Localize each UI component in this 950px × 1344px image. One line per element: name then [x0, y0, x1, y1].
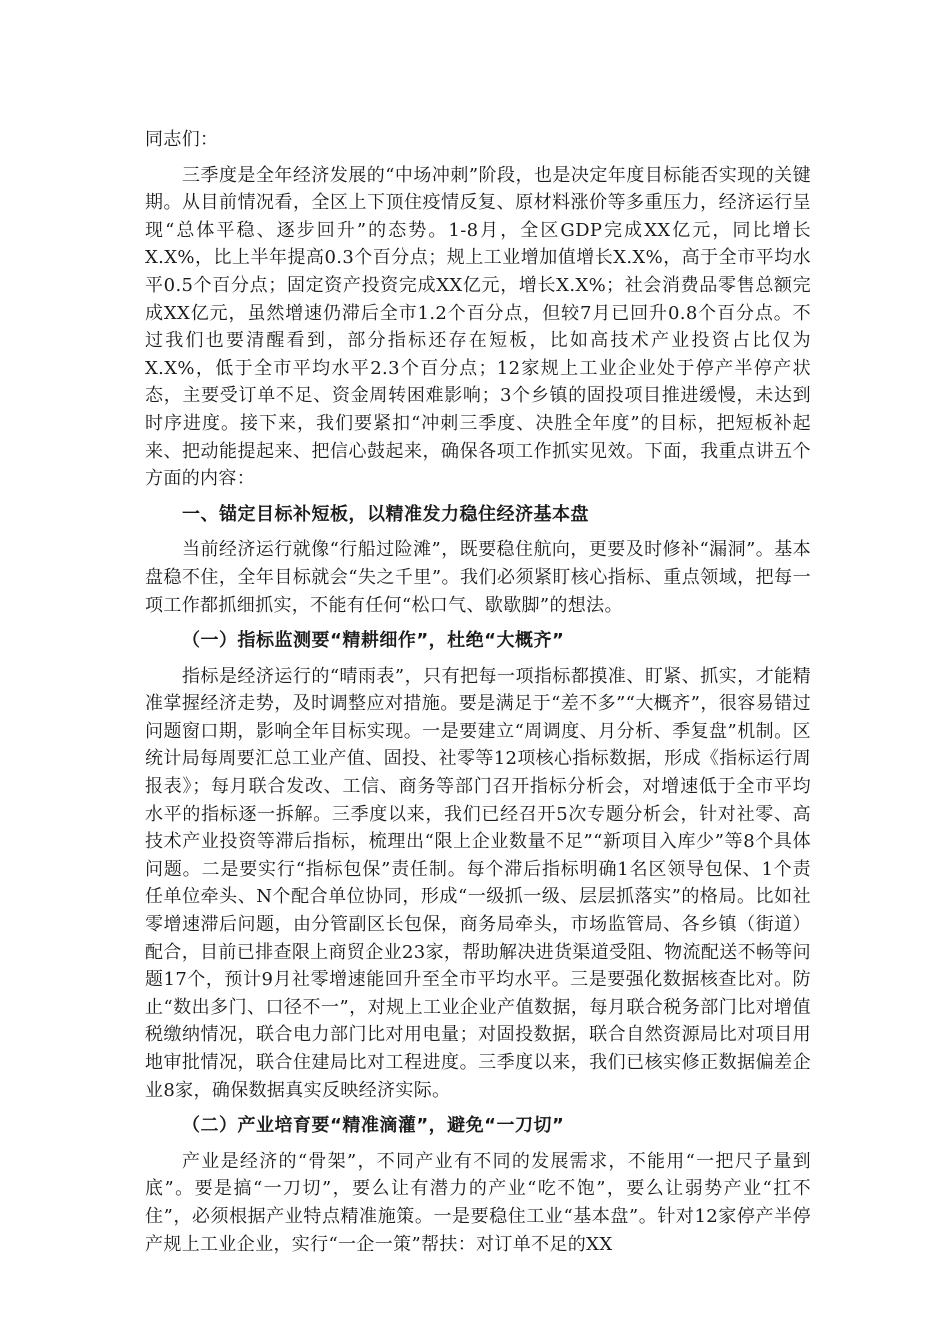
section-heading-1: 一、锚定目标补短板，以精准发力稳住经济基本盘 [182, 503, 589, 525]
paragraph-subsection-2: 产业是经济的“骨架”，不同产业有不同的发展需求，不能用“一把尺子量到底”。要是搞“一刀切”，要么让有潜力的产业“吃不饱”，要么让弱势产业“扛不住”，必须根据产业特点精准施策。一是要稳住工业“基本盘”。针对12家停产半停产规上工业企业，实行“一企一策”帮扶：对订单不足的XX [145, 1150, 811, 1255]
greeting: 同志们： [145, 129, 219, 150]
paragraph-section-1: 当前经济运行就像“行船过险滩”，既要稳住航向，更要及时修补“漏洞”。基本盘稳不住，全年目标就会“失之千里”。我们必须紧盯核心指标、重点领域，把每一项工作都抓细抓实，不能有任何“松口气、歇歇脚”的想法。 [145, 539, 811, 616]
paragraph-subsection-1: 指标是经济运行的“晴雨表”，只有把每一项指标都摸准、盯紧、抓实，才能精准掌握经济走势，及时调整应对措施。要是满足于“差不多”“大概齐”，很容易错过问题窗口期，影响全年目标实现。一是要建立“周调度、月分析、季复盘”机制。区统计局每周要汇总工业产值、固投、社零等12项核心指标数据，形成《指标运行周报表》；每月联合发改、工信、商务等部门召开指标分析会，对增速低于全市平均水平的指标逐一拆解。三季度以来，我们已经召开5次专题分析会，针对社零、高技术产业投资等滞后指标，梳理出“限上企业数量不足”“新项目入库少”等8个具体问题。二是要实行“指标包保”责任制。每个滞后指标明确1名区领导包保、1个责任单位牵头、N个配合单位协同，形成“一级抓一级、层层抓落实”的格局。比如社零增速滞后问题，由分管副区长包保，商务局牵头，市场监管局、各乡镇（街道）配合，目前已排查限上商贸企业23家，帮助解决进货渠道受阻、物流配送不畅等问题17个，预计9月社零增速能回升至全市平均水平。三是要强化数据核查比对。防止“数出多门、口径不一”，对规上工业企业产值数据，每月联合税务部门比对增值税缴纳情况，联合电力部门比对用电量；对固投数据，联合自然资源局比对项目用地审批情况，联合住建局比对工程进度。三季度以来，我们已核实修正数据偏差企业8家，确保数据真实反映经济实际。 [145, 665, 811, 1101]
subsection-heading-1: （一）指标监测要“精耕细作”，杜绝“大概齐” [182, 630, 565, 652]
document-page [145, 126, 811, 1266]
paragraph-intro: 三季度是全年经济发展的“中场冲刺”阶段，也是决定年度目标能否实现的关键期。从目前情况看，全区上下顶住疫情反复、原材料涨价等多重压力，经济运行呈现“总体平稳、逐步回升”的态势。1-8月，全区GDP完成XX亿元，同比增长X.X%，比上半年提高0.3个百分点；规上工业增加值增长X.X%，高于全市平均水平0.5个百分点；固定资产投资完成XX亿元，增长X.X%；社会消费品零售总额完成XX亿元，虽然增速仍滞后全市1.2个百分点，但较7月已回升0.8个百分点。不过我们也要清醒看到，部分指标还存在短板，比如高技术产业投资占比仅为X.X%，低于全市平均水平2.3个百分点；12家规上工业企业处于停产半停产状态，主要受订单不足、资金周转困难影响；3个乡镇的固投项目推进缓慢，未达到时序进度。接下来，我们要紧扣“冲刺三季度、决胜全年度”的目标，把短板补起来、把动能提起来、把信心鼓起来，确保各项工作抓实见效。下面，我重点讲五个方面的内容： [145, 164, 811, 490]
subsection-heading-2: （二）产业培育要“精准滴灌”，避免“一刀切” [182, 1115, 565, 1137]
